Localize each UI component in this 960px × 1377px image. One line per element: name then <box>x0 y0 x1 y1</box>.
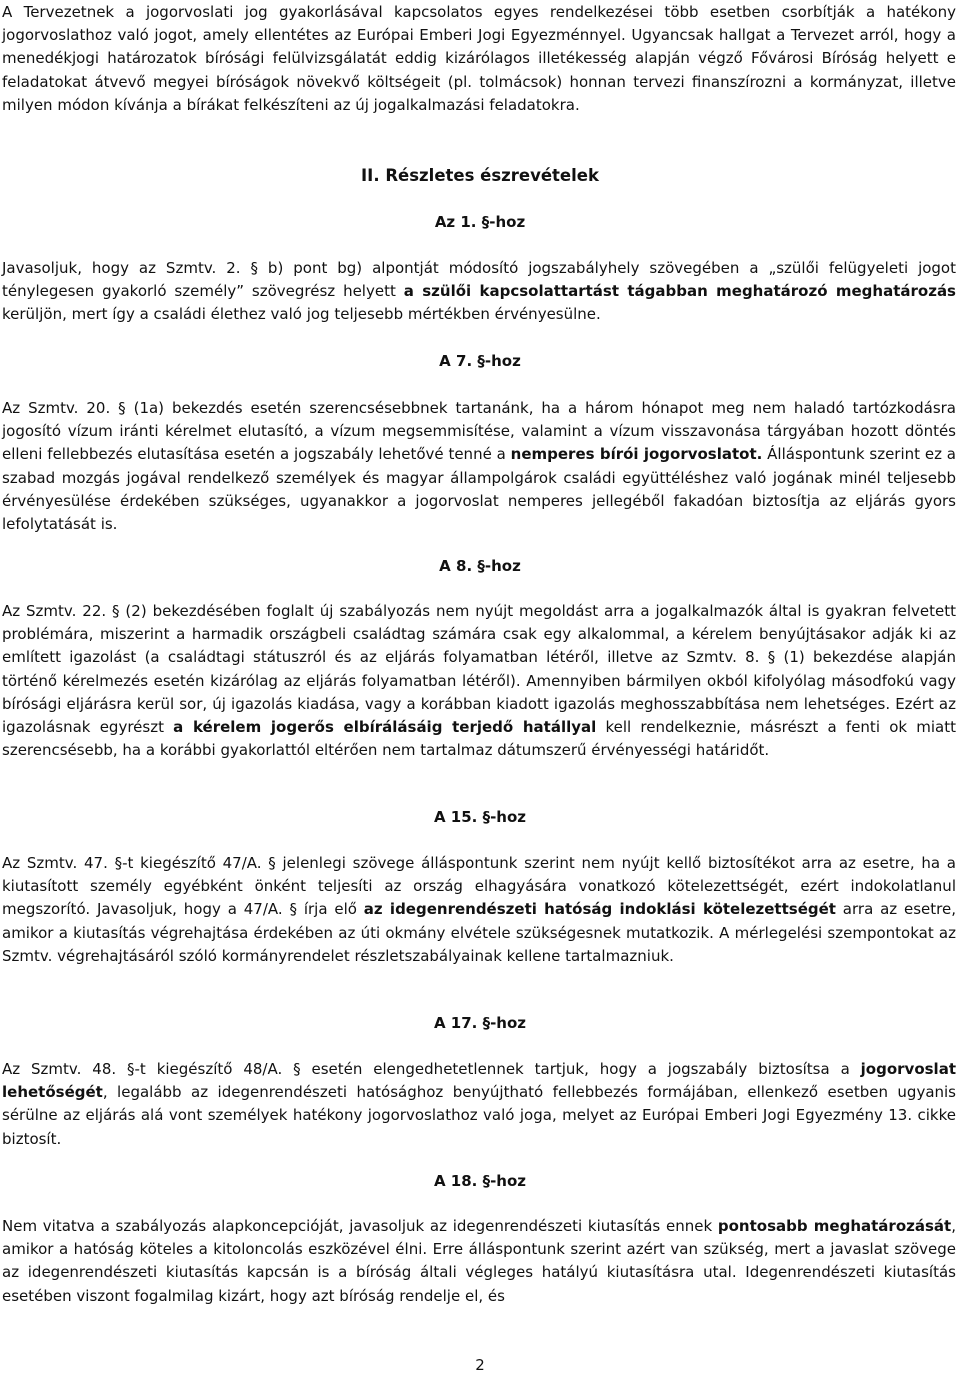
text-run: Az Szmtv. 22. § (2) bekezdésében foglalt új szabályozás nem nyújt megoldást arra a jogalkalmazók által is gyakran felvetett problémára, miszerint a harmadik országbeli családtag számára csak egy alkalommal, a kérelem benyújtásakor adják ki az említett igazolást (a családtagi státuszról és az eljárás folyamatban létéről, illetve az Szmtv. 8. § (1) bekezdése alapján történő kérelmezés esetén kizárólag az eljárás folyamatban létéről). Amennyiben bármilyen okból kifolyólag másodfokú vagy bírósági eljárásra kerül sor, új igazolás kiadása, vagy a korábban kiadott igazolás meghosszabbítása nem lehetséges. Ezért az igazolásnak egyrészt <box>2 602 956 737</box>
text-run: kerüljön, mert így a családi élethez való jog teljesebb mértékben érvényesülne. <box>2 305 601 324</box>
text-run: Az Szmtv. 48. §-t kiegészítő 48/A. § esetén elengedhetetlennek tartjuk, hogy a jogszabály biztosítsa a <box>2 1060 861 1078</box>
section-title: II. Részletes észrevételek <box>361 166 599 185</box>
section-heading-17: A 17. §-hoz <box>433 1014 527 1032</box>
intro-paragraph <box>2 1 956 117</box>
text-run: A Tervezetnek a jogorvoslati jog gyakorlásával kapcsolatos egyes rendelkezései több esetben csorbítják a hatékony jogorvoslathoz való jogot, amely ellentétes az Európai Emberi Jogi Egyezménnyel. Ugyancsak hallgat a Tervezet arról, hogy a menedékjogi határozatok bírósági felülvizsgálatát eddig kizárólagos illetékesség alapján végző Fővárosi Bíróság helyett e feladatokat átvevő megyei bíróságok növekvő költségeit (pl. tolmácsok) honnan tervezi finanszírozni a kormányzat, illetve milyen módon kívánja a bírákat felkészíteni az új jogalkalmazási feladatokra. <box>2 3 956 114</box>
paragraph-7 <box>2 397 956 536</box>
paragraph-8 <box>2 600 956 762</box>
paragraph-18 <box>2 1215 956 1308</box>
paragraph-15 <box>2 852 956 968</box>
text-run: arra az esetre, amikor a kiutasítás végrehajtása érdekében az úti okmány elvétele szükségesnek mutatkozik. A mérlegelési szempontokat az Szmtv. végrehajtásáról szóló kormányrendelet részletszabályainak kellene tartalmazniuk. <box>2 900 956 965</box>
text-run: Álláspontunk szerint ez a szabad mozgás jogával rendelkező személyek és magyar állampolgárok családi együttéléshez való jogának minél teljesebb érvényesülése érdekében szükséges, ugyanakkor a jogorvoslat nemperes jellegéből fakadóan biztosítja az eljárás gyors lefolytatását is. <box>2 445 956 534</box>
bold-text: a szülői kapcsolattartást tágabban meghatározó meghatározás <box>403 282 956 301</box>
text-run: , amikor a hatóság köteles a kitoloncolás eszközével élni. Erre álláspontunk szerint azért van szükség, mert a javaslat szövege az idegenrendészeti kiutasítás kapcsán is a bíróság általi végleges hatályú kiutasításra utal. Idegenrendészeti kiutasítás esetében viszont fogalmilag kizárt, hogy azt bíróság rendelje el, és <box>2 1217 956 1305</box>
section-heading-18: A 18. §-hoz <box>433 1172 527 1190</box>
bold-text: pontosabb meghatározását <box>717 1217 952 1235</box>
text-run: Nem vitatva a szabályozás alapkoncepcióját, javasoljuk az idegenrendészeti kiutasítás ennek <box>2 1217 718 1235</box>
page-number: 2 <box>475 1356 485 1374</box>
text-run: kell rendelkeznie, másrészt a fenti ok miatt szerencsésebb, ha a korábbi gyakorlattól eltérően nem tartalmaz dátumszerű érvényességi határidőt. <box>2 718 956 760</box>
section-heading-8: A 8. §-hoz <box>439 557 521 575</box>
section-heading-1: Az 1. §-hoz <box>434 213 526 231</box>
text-run: Javasoljuk, hogy az Szmtv. 2. § b) pont bg) alpontját módosító jogszabályhely szövegében a „szülői felügyeleti jogot ténylegesen gyakorló személy” szövegrész helyett <box>2 259 956 301</box>
section-heading-15: A 15. §-hoz <box>433 808 527 826</box>
text-run: Az Szmtv. 47. §-t kiegészítő 47/A. § jelenlegi szövege álláspontunk szerint nem nyújt kellő biztosítékot arra az esetre, ha a kiutasított személy egyébként önként teljesíti az ország elhagyására vonatkozó kötelezettségét, ezért indokolatlanul megszorító. Javasoljuk, hogy a 47/A. § írja elő <box>2 854 956 919</box>
bold-text: jogorvoslat lehetőségét <box>2 1060 956 1102</box>
paragraph-17 <box>2 1058 956 1151</box>
paragraph-1 <box>2 257 956 327</box>
bold-text: a kérelem jogerős elbírálásáig terjedő hatállyal <box>173 718 597 737</box>
text-run: Az Szmtv. 20. § (1a) bekezdés esetén szerencsésebbnek tartanánk, ha a három hónapot meg nem haladó tartózkodásra jogosító vízum iránti kérelmet elutasító, a vízum megsemmisítése, valamint a vízum visszavonása tárgyában hozott döntés elleni fellebbezés elutasítása esetén a jogszabály lehetővé tenné a <box>2 399 956 464</box>
bold-text: az idegenrendészeti hatóság indoklási kötelezettségét <box>363 900 836 919</box>
section-heading-7: A 7. §-hoz <box>439 352 521 370</box>
bold-text: nemperes bírói jogorvoslatot. <box>510 445 763 464</box>
text-run: , legalább az idegenrendészeti hatósághoz benyújtható fellebbezés formájában, ellenkező esetben ugyanis sérülne az eljárás alá vont személyek hatékony jogorvoslathoz való joga, melyet az Európai Emberi Jogi Egyezmény 13. cikke biztosít. <box>2 1083 956 1148</box>
